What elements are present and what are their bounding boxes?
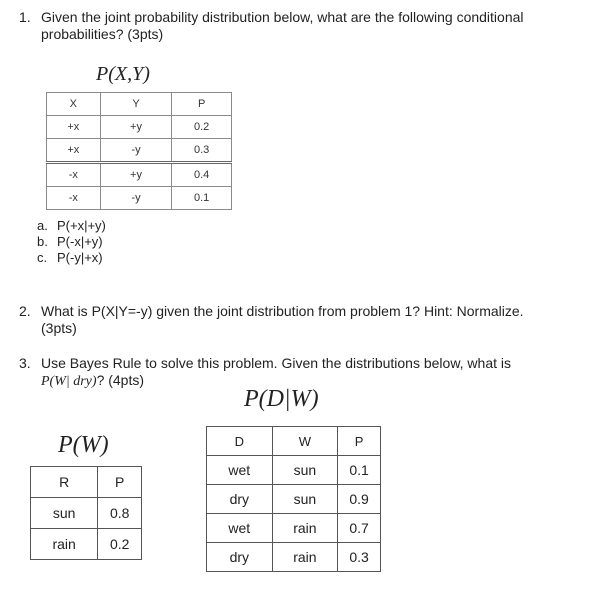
cell-y: +y — [100, 163, 172, 187]
question-3-line2-rest: ? (4pts) — [96, 372, 145, 388]
cell-y: -y — [100, 139, 172, 163]
question-1-line1: Given the joint probability distribution below, what are the following conditional — [41, 9, 524, 25]
cell-p: 0.1 — [338, 456, 381, 485]
cell-p: 0.2 — [172, 116, 232, 139]
cell-d: dry — [207, 543, 273, 572]
cell-p: 0.1 — [172, 187, 232, 210]
question-1-text — [19, 9, 524, 43]
pw-table — [30, 466, 142, 560]
cell-p: 0.3 — [172, 139, 232, 163]
table-header-row — [31, 467, 142, 498]
cell-p: 0.4 — [172, 163, 232, 187]
cell-r: rain — [31, 529, 98, 560]
question-3-line1: Use Bayes Rule to solve this problem. Given the distributions below, what is — [41, 355, 512, 371]
subpart-label: a. — [37, 218, 48, 233]
question-1-subparts — [37, 218, 106, 266]
header-x: X — [47, 93, 101, 116]
header-y: Y — [100, 93, 172, 116]
subpart-a — [37, 218, 106, 234]
header-p: P — [338, 427, 381, 456]
table-row — [207, 543, 381, 572]
cell-w: sun — [272, 456, 338, 485]
header-w: W — [272, 427, 338, 456]
pdw-table — [206, 426, 381, 572]
cell-y: -y — [100, 187, 172, 210]
cell-y: +y — [100, 116, 172, 139]
cell-x: +x — [47, 139, 101, 163]
cell-x: -x — [47, 187, 101, 210]
joint-distribution-table — [46, 92, 232, 210]
question-2-line2: (3pts) — [41, 320, 77, 336]
table-row — [31, 498, 142, 529]
subpart-text: P(+x|+y) — [57, 218, 106, 233]
table-row — [207, 514, 381, 543]
question-2-number: 2. — [19, 303, 31, 319]
table-row — [47, 139, 232, 163]
cell-p: 0.9 — [338, 485, 381, 514]
table-row — [47, 163, 232, 187]
cell-x: -x — [47, 163, 101, 187]
cell-r: sun — [31, 498, 98, 529]
cell-x: +x — [47, 116, 101, 139]
cell-p: 0.8 — [98, 498, 142, 529]
cell-d: dry — [207, 485, 273, 514]
question-3-number: 3. — [19, 355, 31, 371]
cell-p: 0.3 — [338, 543, 381, 572]
subpart-text: P(-y|+x) — [57, 250, 103, 265]
cell-p: 0.2 — [98, 529, 142, 560]
question-1-line2: probabilities? (3pts) — [41, 26, 164, 42]
cell-w: rain — [272, 543, 338, 572]
pw-title: P(W) — [58, 432, 109, 458]
table-header-row — [207, 427, 381, 456]
table-header-row — [47, 93, 232, 116]
question-1-number: 1. — [19, 9, 31, 25]
subpart-label: b. — [37, 234, 48, 249]
subpart-c — [37, 250, 106, 266]
table-row — [47, 187, 232, 210]
pxy-title: P(X,Y) — [96, 63, 150, 85]
question-2-line1: What is P(X|Y=-y) given the joint distribution from problem 1? Hint: Normalize. — [41, 303, 524, 319]
subpart-text: P(-x|+y) — [57, 234, 103, 249]
cell-d: wet — [207, 456, 273, 485]
header-r: R — [31, 467, 98, 498]
table-row — [207, 456, 381, 485]
question-2-text — [19, 303, 524, 337]
pdw-title: P(D|W) — [244, 386, 319, 412]
table-row — [47, 116, 232, 139]
cell-w: sun — [272, 485, 338, 514]
header-d: D — [207, 427, 273, 456]
cell-w: rain — [272, 514, 338, 543]
table-row — [207, 485, 381, 514]
header-p: P — [172, 93, 232, 116]
subpart-label: c. — [37, 250, 48, 265]
cell-d: wet — [207, 514, 273, 543]
table-row — [31, 529, 142, 560]
question-3-math: P(W| dry) — [41, 374, 97, 389]
question-3-text — [19, 355, 511, 390]
cell-p: 0.7 — [338, 514, 381, 543]
header-p: P — [98, 467, 142, 498]
subpart-b — [37, 234, 106, 250]
